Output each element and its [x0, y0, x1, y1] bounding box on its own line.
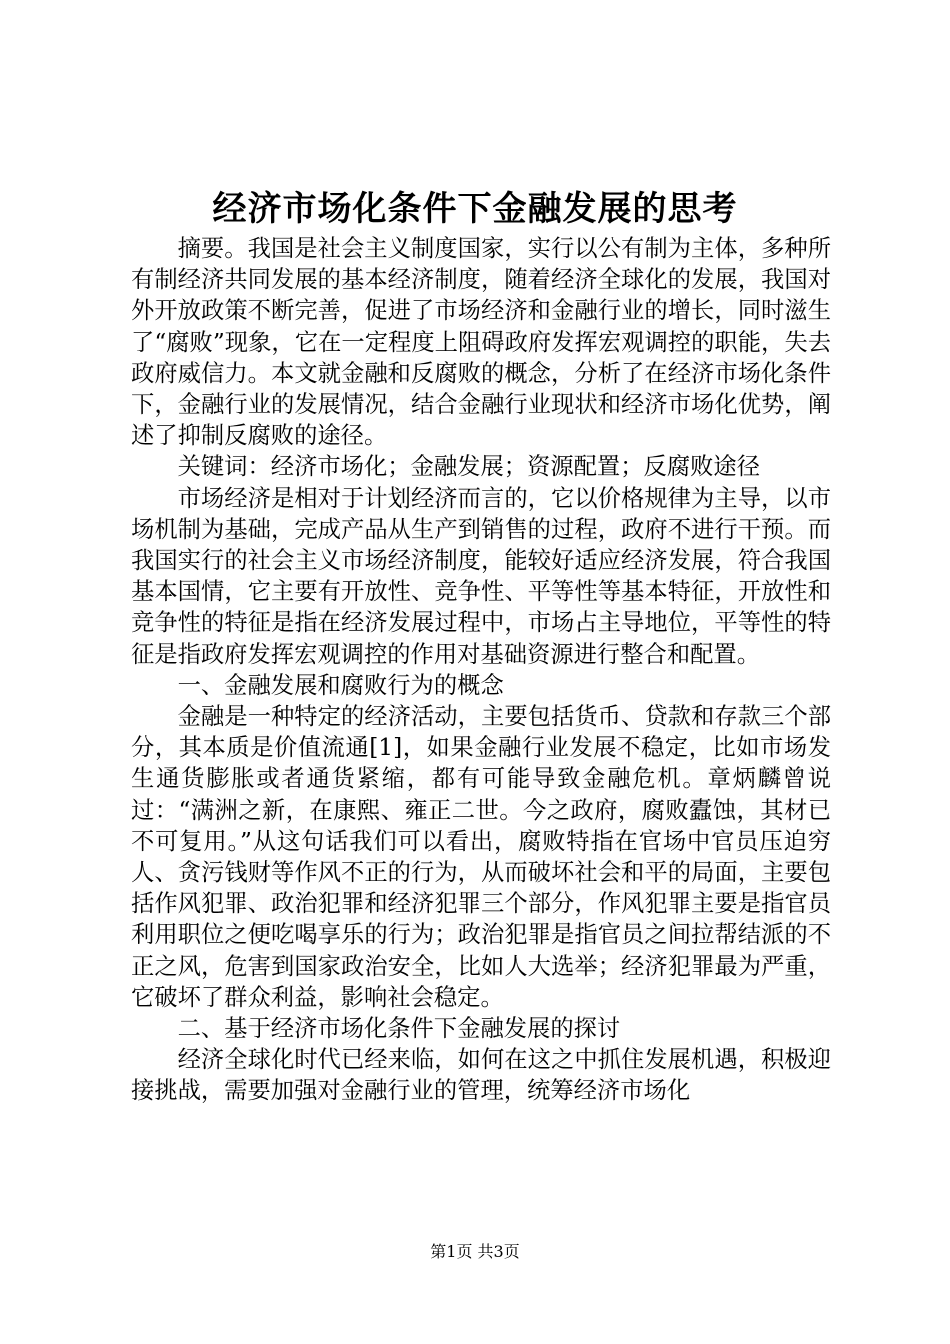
keywords-paragraph: 关键词：经济市场化；金融发展；资源配置；反腐败途径 — [177, 453, 761, 481]
document-title: 经济市场化条件下金融发展的思考 — [212, 189, 738, 229]
abstract-paragraph: 摘要。我国是社会主义制度国家，实行以公有制为主体，多种所有制经济共同发展的基本经济制度，随着经济全球化的发展，我国对外开放政策不断完善，促进了市场经济和金融行业的增长，同时滋生了“腐败”现象，它在一定程度上阻碍政府发挥宏观调控的职能，失去政府威信力。本文就金融和反腐败的概念，分析了在经济市场化条件下，金融行业的发展情况，结合金融行业现状和经济市场化优势，阐述了抑制反腐败的途径。 — [131, 235, 831, 450]
body-paragraph: 经济全球化时代已经来临，如何在这之中抓住发展机遇，积极迎接挑战，需要加强对金融行业的管理，统筹经济市场化 — [131, 1046, 831, 1105]
section-heading: 一、金融发展和腐败行为的概念 — [177, 671, 504, 699]
document-body — [131, 233, 831, 1107]
section-heading: 二、基于经济市场化条件下金融发展的探讨 — [177, 1015, 621, 1043]
page-number-footer: 第1页 共3页 — [430, 1242, 520, 1261]
body-paragraph: 金融是一种特定的经济活动，主要包括货币、贷款和存款三个部分，其本质是价值流通[1]，如果金融行业发展不稳定，比如市场发生通货膨胀或者通货紧缩，都有可能导致金融危机。章炳麟曾说过：“满洲之新，在康熙、雍正二世。今之政府，腐败蠹蚀，其材已不可复用。”从这句话我们可以看出，腐败特指在官场中官员压迫穷人、贪污钱财等作风不正的行为，从而破坏社会和平的局面，主要包括作风犯罪、政治犯罪和经济犯罪三个部分，作风犯罪主要是指官员利用职位之便吃喝享乐的行为；政治犯罪是指官员之间拉帮结派的不正之风，危害到国家政治安全，比如人大选举；经济犯罪最为严重，它破坏了群众利益，影响社会稳定。 — [131, 703, 831, 1011]
body-paragraph: 市场经济是相对于计划经济而言的，它以价格规律为主导，以市场机制为基础，完成产品从生产到销售的过程，政府不进行干预。而我国实行的社会主义市场经济制度，能较好适应经济发展，符合我国基本国情，它主要有开放性、竞争性、平等性等基本特征，开放性和竞争性的特征是指在经济发展过程中，市场占主导地位，平等性的特征是指政府发挥宏观调控的作用对基础资源进行整合和配置。 — [131, 484, 831, 668]
